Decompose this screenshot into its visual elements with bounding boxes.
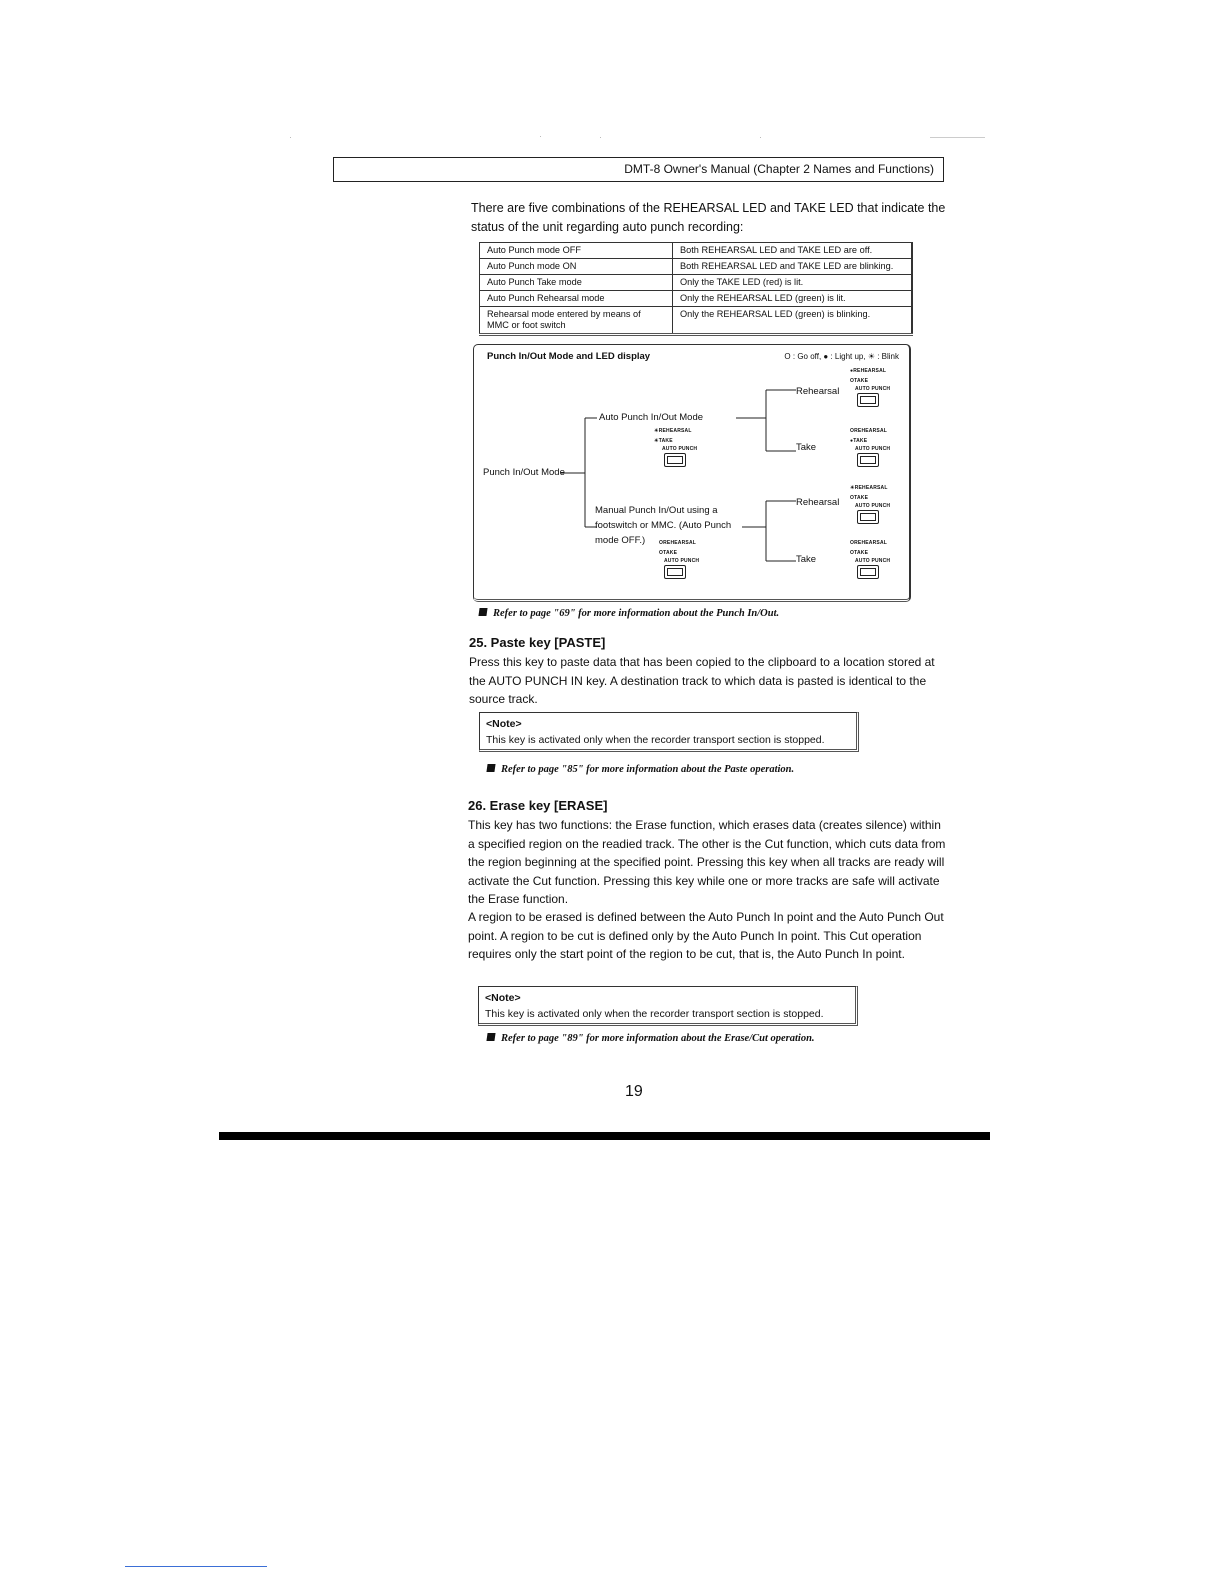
led-rehearsal-label: REHEARSAL [853, 368, 887, 374]
on-symbol: ● [850, 438, 854, 444]
led-rehearsal-label: REHEARSAL [663, 540, 697, 546]
reference-text: Refer to page "69" for more information about the Punch In/Out. [493, 608, 780, 619]
square-bullet-icon [486, 764, 495, 772]
reference-text: Refer to page "89" for more information about the Erase/Cut operation. [501, 1033, 815, 1044]
led-key-label: AUTO PUNCH [662, 446, 698, 452]
auto-punch-key-icon [857, 565, 879, 579]
auto-punch-key-icon [857, 393, 879, 407]
led-status-table [479, 242, 913, 336]
punch-mode-diagram [473, 344, 911, 602]
running-header [333, 157, 944, 182]
manual-mode-line-1: Manual Punch In/Out using a [595, 505, 718, 516]
blink-symbol: ☀ [654, 438, 659, 444]
led-rehearsal-label: REHEARSAL [854, 428, 888, 434]
manual-mode-line-2: footswitch or MMC. (Auto Punch [595, 520, 732, 531]
table-row [480, 275, 913, 291]
led-take-label: TAKE [853, 438, 868, 444]
led-key-label: AUTO PUNCH [855, 558, 891, 564]
reference-note [487, 764, 794, 775]
table-cell: Auto Punch mode OFF [480, 243, 673, 259]
section-title: 26. Erase key [ERASE] [468, 798, 608, 813]
led-rehearsal-label: REHEARSAL [658, 428, 692, 434]
diagram-title: Punch In/Out Mode and LED display [487, 351, 651, 362]
table-cell: Only the TAKE LED (red) is lit. [673, 275, 913, 291]
table-cell: Only the REHEARSAL LED (green) is blinking. [673, 307, 913, 335]
diagram-legend: O : Go off, ● : Light up, ☀ : Blink [784, 352, 899, 361]
reference-text: Refer to page "85" for more information about the Paste operation. [501, 764, 795, 775]
led-take-label: TAKE [854, 495, 869, 501]
table-cell: Both REHEARSAL LED and TAKE LED are blinking. [673, 259, 913, 275]
led-take-label: TAKE [854, 378, 869, 384]
table-row [480, 243, 913, 259]
led-key-label: AUTO PUNCH [855, 503, 891, 509]
off-symbol: O [659, 550, 664, 556]
led-take-label: TAKE [854, 550, 869, 556]
section-body: Press this key to paste data that has been copied to the clipboard to a location stored at the AUTO PUNCH IN key. A destination track to which data is pasted is identical to the source track. [469, 655, 935, 706]
note-text: This key is activated only when the recorder transport section is stopped. [486, 734, 825, 746]
off-symbol: O [850, 428, 855, 434]
table-cell: Auto Punch mode ON [480, 259, 673, 275]
section-body: This key has two functions: the Erase function, which erases data (creates silence) within a specified region on the readied track. The other is the Cut function, which cuts data from the region beginning at the specified point. Pressing this key when all tracks are ready will activate the Cut function. Pressing this key while one or more tracks are safe will activate the Erase function. [468, 818, 946, 906]
table-cell: Rehearsal mode entered by means of MMC or foot switch [480, 307, 673, 335]
rehearsal-label: Rehearsal [796, 386, 840, 397]
section-body: A region to be erased is defined between the Auto Punch In point and the Auto Punch Out point. A region to be cut is defined only by the Auto Punch In point. This Cut operation requires only the start point of the region to be cut, that is, the Auto Punch In point. [468, 910, 944, 961]
note-box [478, 986, 858, 1026]
led-rehearsal-label: REHEARSAL [854, 540, 888, 546]
reference-note [479, 608, 779, 619]
reference-note [487, 1033, 815, 1044]
rehearsal-label: Rehearsal [796, 497, 840, 508]
auto-punch-key-icon [857, 510, 879, 524]
table-row [480, 291, 913, 307]
led-take-label: TAKE [658, 438, 673, 444]
auto-punch-key-icon [664, 565, 686, 579]
auto-punch-key-icon [857, 453, 879, 467]
square-bullet-icon [486, 1033, 495, 1041]
led-take-label: TAKE [663, 550, 678, 556]
take-label: Take [796, 442, 817, 453]
off-symbol: O [659, 540, 664, 546]
note-heading: <Note> [486, 718, 522, 730]
table-cell: Only the REHEARSAL LED (green) is lit. [673, 291, 913, 307]
off-symbol: O [850, 550, 855, 556]
auto-punch-key-icon [664, 453, 686, 467]
on-symbol: ● [850, 368, 854, 374]
off-symbol: O [850, 495, 855, 501]
blink-symbol: ☀ [850, 485, 855, 491]
table-row [480, 307, 913, 335]
led-key-label: AUTO PUNCH [664, 558, 700, 564]
note-text: This key is activated only when the recorder transport section is stopped. [485, 1008, 824, 1020]
blink-symbol: ☀ [654, 428, 659, 434]
root-label: Punch In/Out Mode [483, 467, 565, 478]
led-key-label: AUTO PUNCH [855, 386, 891, 392]
note-heading: <Note> [485, 992, 521, 1004]
table-cell: Auto Punch Rehearsal mode [480, 291, 673, 307]
off-symbol: O [850, 378, 855, 384]
table-row [480, 259, 913, 275]
off-symbol: O [850, 540, 855, 546]
led-rehearsal-label: REHEARSAL [854, 485, 888, 491]
page-number: 19 [625, 1083, 643, 1100]
table-cell: Auto Punch Take mode [480, 275, 673, 291]
led-key-label: AUTO PUNCH [855, 446, 891, 452]
manual-mode-line-3: mode OFF.) [595, 535, 646, 546]
bottom-rule [219, 1132, 990, 1140]
square-bullet-icon [478, 608, 487, 616]
footer-line [125, 1566, 267, 1567]
header-text: DMT-8 Owner's Manual (Chapter 2 Names and Functions) [624, 162, 934, 176]
take-label: Take [796, 554, 817, 565]
section-title: 25. Paste key [PASTE] [469, 635, 606, 650]
intro-paragraph: There are five combinations of the REHEARSAL LED and TAKE LED that indicate the status of the unit regarding auto punch recording: [471, 201, 946, 234]
note-box [479, 712, 859, 752]
table-cell: Both REHEARSAL LED and TAKE LED are off. [673, 243, 913, 259]
auto-mode-label: Auto Punch In/Out Mode [599, 412, 704, 423]
